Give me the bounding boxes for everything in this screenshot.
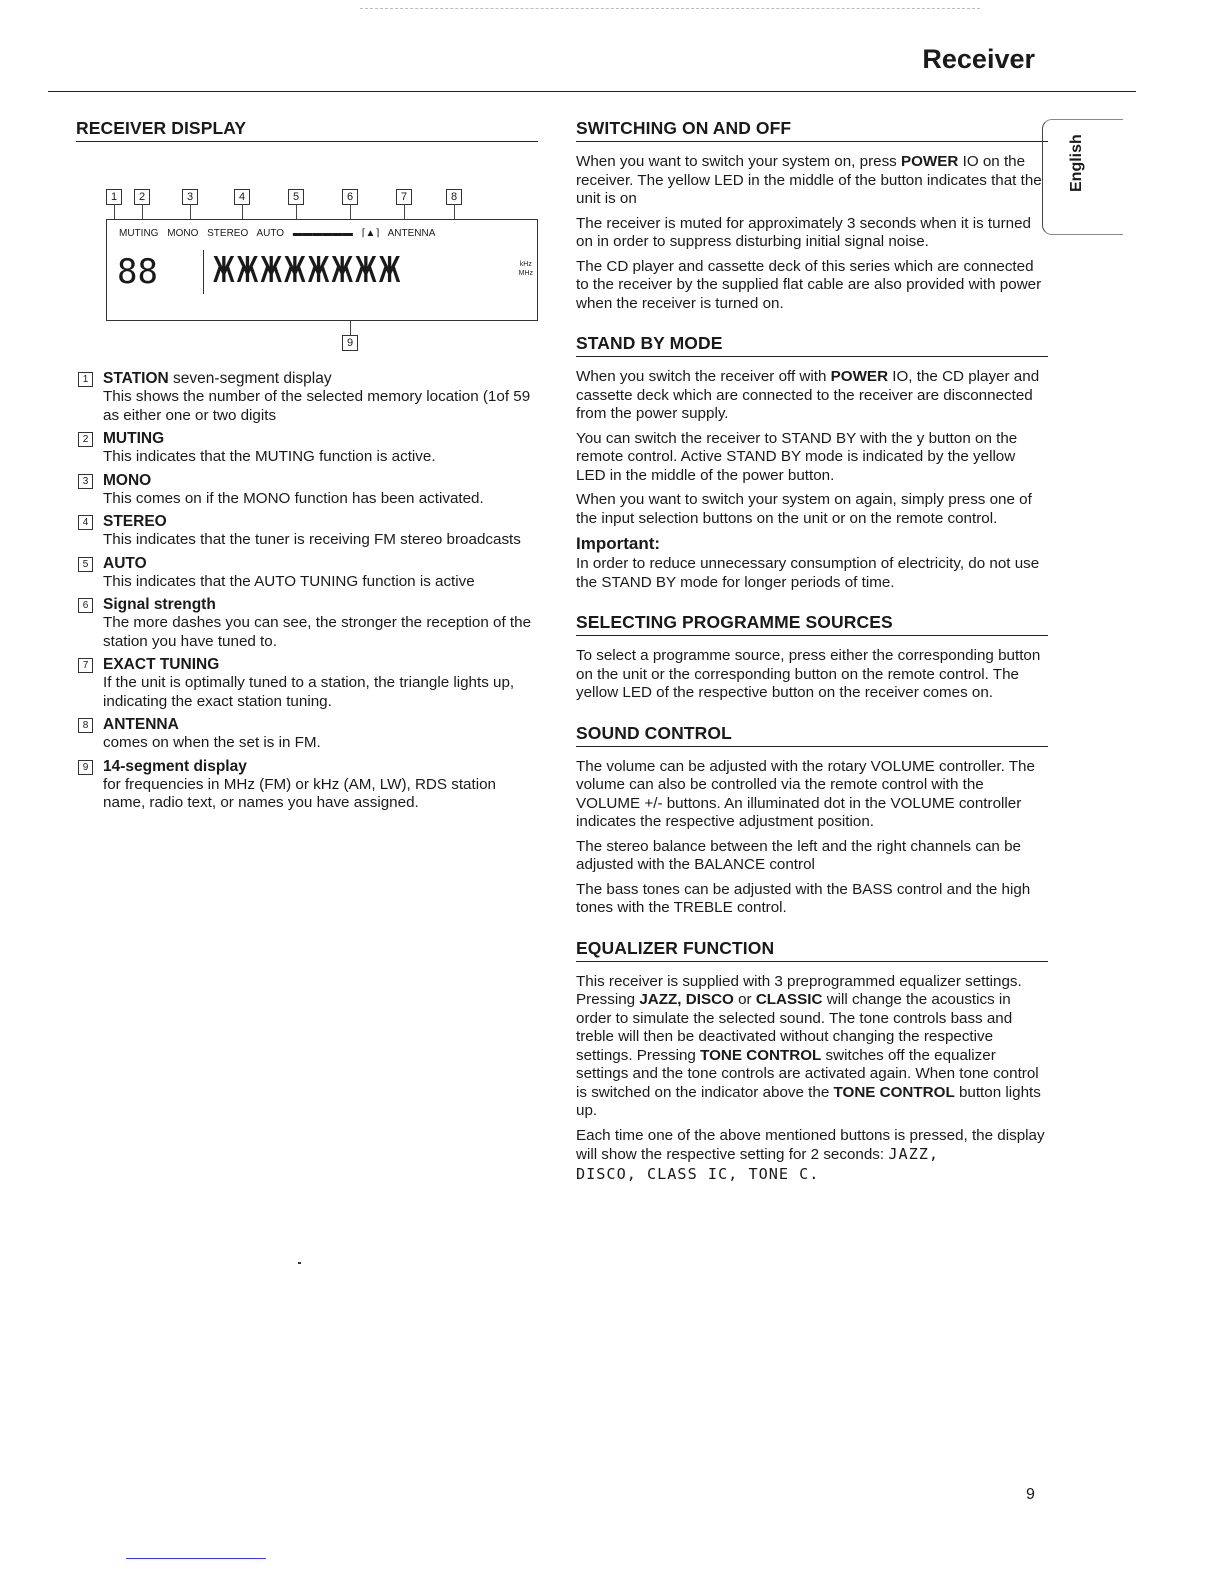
frequency-units [519, 260, 533, 278]
legend-number: 5 [78, 557, 93, 572]
legend-title: AUTO [103, 554, 147, 572]
exact-tuning-indicator: ⌈▲⌉ [361, 228, 380, 239]
legend-description: for frequencies in MHz (FM) or kHz (AM, LW), RDS station name, radio text, or names you have assigned. [103, 775, 496, 811]
left-column [76, 118, 538, 817]
legend-item [76, 471, 538, 509]
indicator-row [119, 228, 441, 239]
sound-heading: SOUND CONTROL [576, 723, 1048, 747]
standby-paragraph-3: When you want to switch your system on again, simply press one of the input selection buttons on the unit or on the remote control. [576, 491, 1032, 527]
legend-title: MUTING [103, 430, 165, 447]
legend-number: 1 [78, 372, 93, 387]
legend-description: This shows the number of the selected memory location (1of 59 as either one or two digits [103, 388, 531, 424]
legend-number: 3 [78, 474, 93, 489]
standby-paragraph-2: You can switch the receiver to STAND BY with the y button on the remote control. Active STAND BY mode is indicated by the yellow LED in the middle of the power button. [576, 429, 1018, 484]
sound-section [576, 723, 1048, 918]
legend-item [76, 369, 538, 425]
legend-item [76, 429, 538, 467]
equalizer-section [576, 938, 1048, 1185]
callout-9: 9 [342, 335, 358, 351]
legend-number: 2 [78, 432, 93, 447]
sound-paragraph-3: The bass tones can be adjusted with the BASS control and the high tones with the TREBLE control. [576, 880, 1031, 916]
callout-3: 3 [182, 189, 198, 205]
legend-item [76, 655, 538, 711]
callout-4: 4 [234, 189, 250, 205]
display-separator [203, 250, 204, 294]
legend-item [76, 512, 538, 550]
legend-description: If the unit is optimally tuned to a station, the triangle lights up, indicating the exact station tuning. [103, 674, 515, 710]
standby-heading: STAND BY MODE [576, 333, 1048, 357]
legend-description: This indicates that the MUTING function is active. [103, 448, 436, 465]
receiver-display-diagram [76, 153, 538, 353]
mono-indicator: MONO [167, 228, 199, 239]
lcd-panel [106, 219, 538, 321]
legend-description: comes on when the set is in FM. [103, 734, 321, 751]
scan-artifact [360, 8, 980, 10]
legend-number: 7 [78, 658, 93, 673]
selecting-heading: SELECTING PROGRAMME SOURCES [576, 612, 1048, 636]
legend-item [76, 757, 538, 813]
legend-description: The more dashes you can see, the stronger the reception of the station you have tuned to. [103, 614, 532, 650]
sound-paragraph-2: The stereo balance between the left and the right channels can be adjusted with the BALANCE control [576, 837, 1021, 873]
signal-strength-indicator: ▬▬▬▬▬▬ [292, 228, 353, 239]
equalizer-paragraph-1: This receiver is supplied with 3 preprogrammed equalizer settings. Pressing JAZZ, DISCO or CLASSIC will change the acoustics in order to simulate the selected sound. The tone controls bass and treble will then be deactivated without changing the respective settings. Pressing TONE CONTROL switches off the equalizer settings and the tone controls are activated again. When tone control is switched on the indicator above the TONE CONTROL button lights up. [576, 972, 1041, 1119]
selecting-section [576, 612, 1048, 703]
switching-paragraph-2: The receiver is muted for approximately 3 seconds when it is turned on in order to suppress disturbing initial signal noise. [576, 214, 1031, 250]
legend-description: This comes on if the MONO function has been activated. [103, 489, 484, 507]
switching-paragraph-3: The CD player and cassette deck of this series which are connected to the receiver by the supplied flat cable are also provided with power when the receiver is turned on. [576, 257, 1042, 312]
important-heading: Important: [576, 534, 661, 553]
legend-number: 9 [78, 760, 93, 775]
important-text: In order to reduce unnecessary consumption of electricity, do not use the STAND BY mode for longer periods of time. [576, 555, 1040, 591]
legend-number: 4 [78, 515, 93, 530]
stereo-indicator: STEREO [207, 228, 249, 239]
callout-1: 1 [106, 189, 122, 205]
legend-title-suffix: seven-segment display [168, 370, 332, 387]
switching-heading: SWITCHING ON AND OFF [576, 118, 1048, 142]
right-column [576, 118, 1048, 1204]
muting-indicator: MUTING [119, 228, 159, 239]
legend-number: 8 [78, 718, 93, 733]
legend-title: Signal strength [103, 596, 216, 613]
callout-8: 8 [446, 189, 462, 205]
legend-number: 6 [78, 598, 93, 613]
legend-title: ANTENNA [103, 716, 179, 733]
switching-section [576, 118, 1048, 313]
legend-title: STEREO [103, 513, 167, 530]
sound-paragraph-1: The volume can be adjusted with the rotary VOLUME controller. The volume can also be controlled via the remote control with the VOLUME +/- buttons. An illuminated dot in the VOLUME controller indicates the respective adjustment position. [576, 757, 1035, 830]
fourteen-segment-display: ЖЖЖЖЖЖЖЖ [213, 250, 403, 291]
khz-label: kHz [519, 261, 532, 268]
page-number: 9 [1026, 1486, 1035, 1503]
legend-title: STATION [103, 370, 169, 387]
station-seven-segment: 88 [117, 252, 158, 292]
legend-description: This indicates that the AUTO TUNING function is active [103, 572, 475, 590]
selecting-paragraph-1: To select a programme source, press either the corresponding button on the unit or the corresponding button on the remote control. The yellow LED of the respective button on the receiver comes on. [576, 647, 1041, 701]
page-title: Receiver [922, 44, 1035, 74]
auto-indicator: AUTO [256, 228, 285, 239]
language-tab-label: English [1068, 134, 1085, 192]
standby-paragraph-1: When you switch the receiver off with POWER IO, the CD player and cassette deck which are connected to the receiver are disconnected from the power supply. [576, 368, 1040, 422]
header-rule [48, 91, 1136, 92]
switching-paragraph-1: When you want to switch your system on, press POWER IO on the receiver. The yellow LED in the middle of the button indicates that the unit is on [576, 153, 1042, 207]
scan-artifact [126, 1558, 266, 1559]
callout-2: 2 [134, 189, 150, 205]
legend-item [76, 595, 538, 651]
display-legend [76, 369, 538, 813]
antenna-indicator: ANTENNA [387, 228, 436, 239]
legend-title: EXACT TUNING [103, 656, 220, 673]
legend-item [76, 554, 538, 592]
callout-7: 7 [396, 189, 412, 205]
legend-item [76, 715, 538, 753]
receiver-display-heading: RECEIVER DISPLAY [76, 118, 538, 142]
legend-title: 14-segment display [103, 757, 247, 775]
callout-6: 6 [342, 189, 358, 205]
equalizer-paragraph-2: Each time one of the above mentioned buttons is pressed, the display will show the respective setting for 2 seconds: JAZZ, DISCO, CLASS IC, TONE C. [576, 1126, 1045, 1183]
scan-artifact [298, 1262, 301, 1264]
equalizer-heading: EQUALIZER FUNCTION [576, 938, 1048, 962]
legend-description: This indicates that the tuner is receiving FM stereo broadcasts [103, 531, 521, 548]
callout-5: 5 [288, 189, 304, 205]
legend-title: MONO [103, 471, 152, 489]
mhz-label: MHz [518, 270, 533, 277]
standby-section [576, 333, 1048, 592]
